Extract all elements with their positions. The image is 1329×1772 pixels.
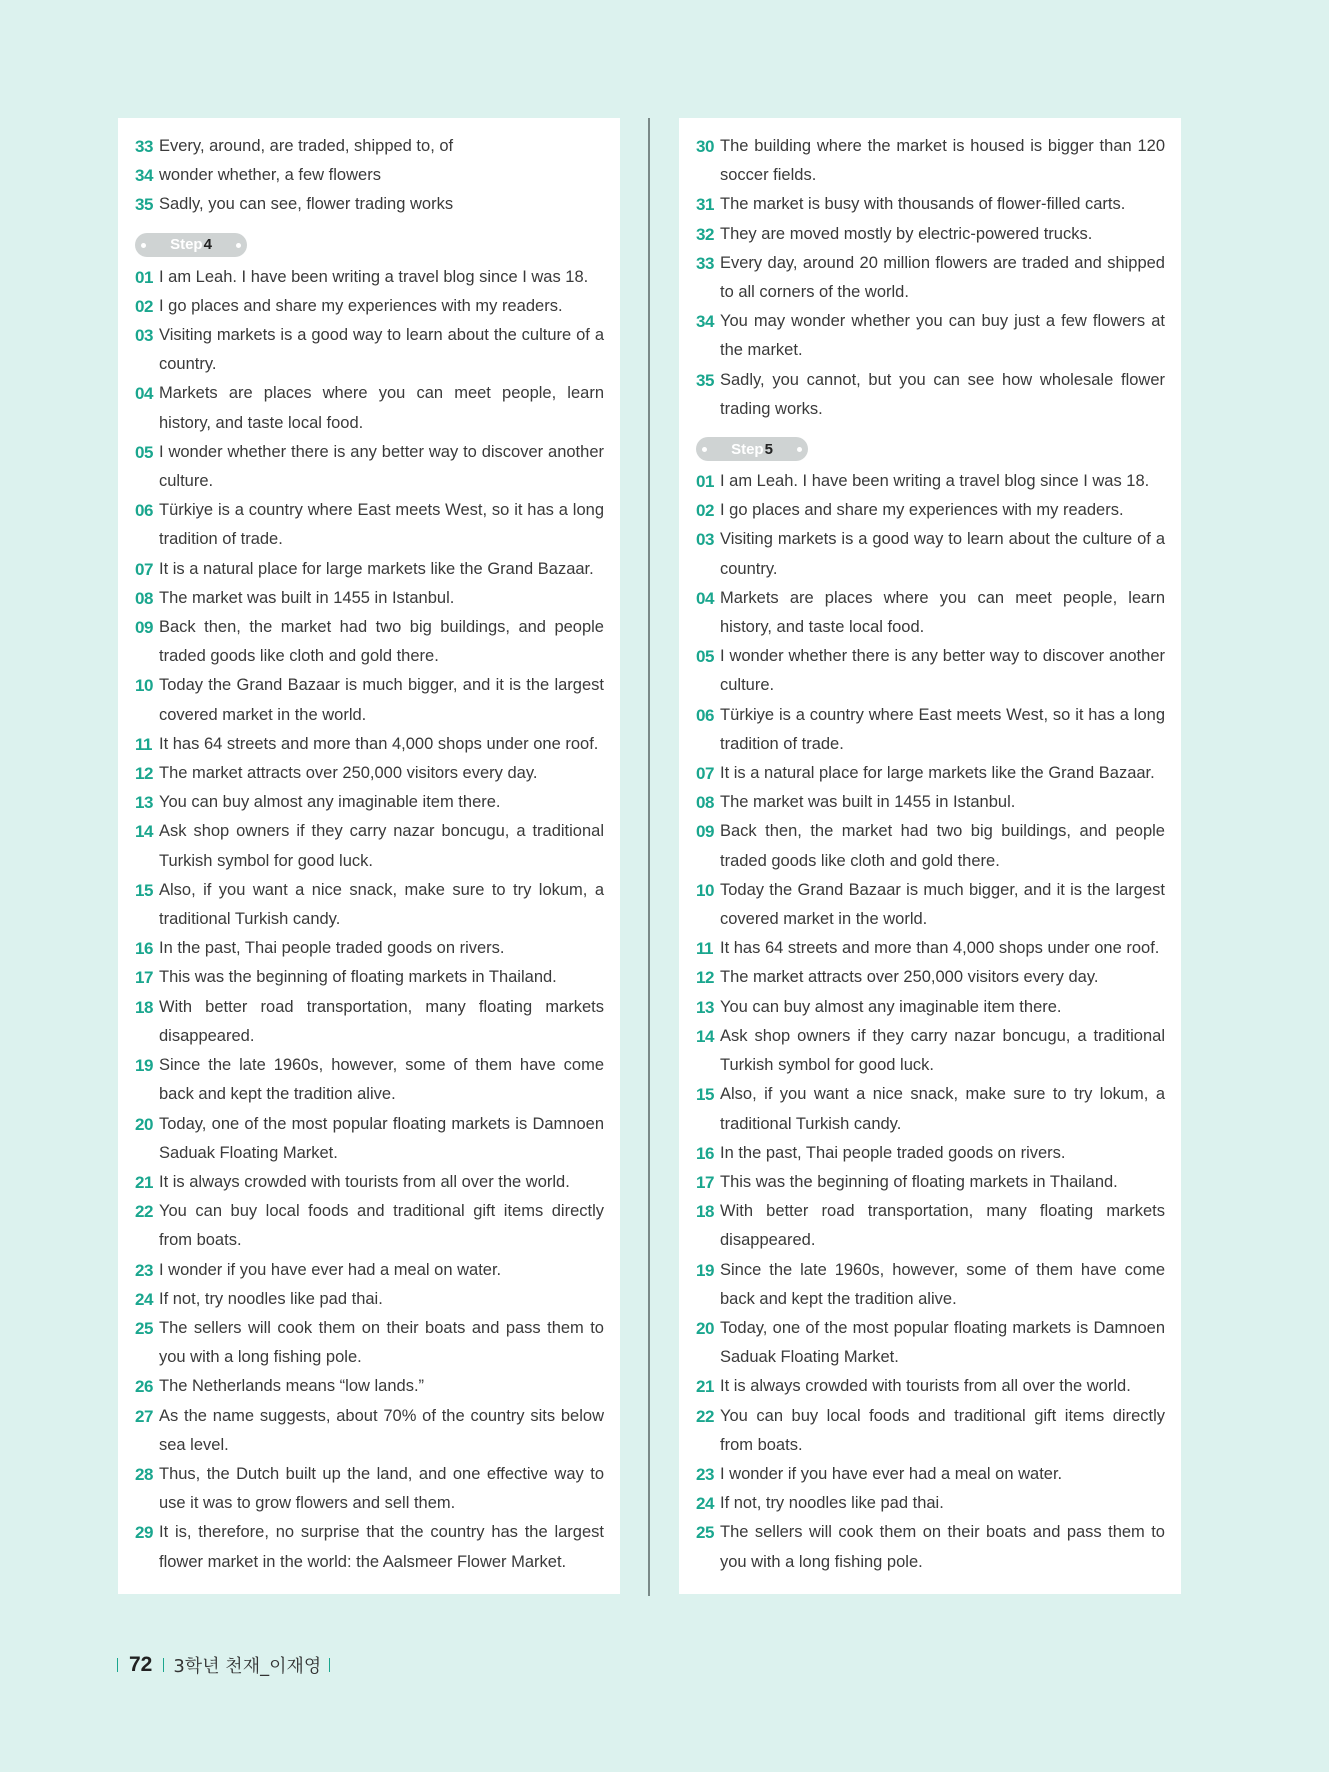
sentence-number: 11 <box>135 734 152 754</box>
sentence-number: 33 <box>696 253 714 273</box>
sentence-number: 01 <box>135 267 153 287</box>
sentence-text: It is a natural place for large markets like the Grand Bazaar. <box>159 559 594 578</box>
sentence-item <box>696 701 1165 759</box>
sentence-item <box>135 263 604 292</box>
sentence-number: 08 <box>696 793 714 813</box>
sentence-number: 15 <box>696 1085 714 1105</box>
sentence-item <box>135 496 604 554</box>
sentence-number: 31 <box>696 195 714 215</box>
sentence-item <box>696 1139 1165 1168</box>
sentence-text: I wonder whether there is any better way to discover another culture. <box>720 647 1165 695</box>
sentence-text: The market attracts over 250,000 visitors every day. <box>720 968 1099 987</box>
sentence-text: I am Leah. I have been writing a travel blog since I was 18. <box>159 267 589 286</box>
sentence-text: The market attracts over 250,000 visitors every day. <box>159 764 538 783</box>
sentence-item <box>135 555 604 584</box>
column-divider <box>648 118 650 1596</box>
sentence-item <box>135 671 604 729</box>
step-5-badge <box>696 437 808 461</box>
sentence-item <box>135 190 604 219</box>
sentence-text: Every, around, are traded, shipped to, of <box>159 137 454 155</box>
footer-divider <box>329 1658 330 1672</box>
sentence-number: 06 <box>135 501 153 521</box>
sentence-item <box>135 1460 604 1518</box>
sentence-text: Today, one of the most popular floating markets is Damnoen Saduak Floating Market. <box>720 1318 1165 1367</box>
sentence-item <box>696 132 1165 190</box>
left-column <box>118 118 620 1594</box>
sentence-text: Also, if you want a nice snack, make sure to try lokum, a traditional Turkish candy. <box>159 880 604 929</box>
sentence-number: 22 <box>696 1406 714 1426</box>
sentence-number: 24 <box>696 1494 714 1514</box>
sentence-text: wonder whether, a few flowers <box>159 166 381 185</box>
sentence-number: 34 <box>135 166 153 186</box>
sentence-item <box>135 438 604 496</box>
sentence-number: 07 <box>135 559 153 579</box>
sentence-item <box>135 1110 604 1168</box>
sentence-number: 16 <box>696 1143 714 1163</box>
sentence-text: You may wonder whether you can buy just a few flowers at the market. <box>720 312 1165 360</box>
sentence-item <box>135 817 604 875</box>
sentence-text: Today the Grand Bazaar is much bigger, and it is the largest covered market in the world. <box>159 676 604 724</box>
left-previous-step-list <box>135 132 604 220</box>
sentence-number: 02 <box>696 501 714 521</box>
sentence-item <box>696 642 1165 700</box>
sentence-number: 27 <box>135 1406 153 1426</box>
sentence-text: They are moved mostly by electric-powered trucks. <box>720 224 1093 243</box>
step-4-sentence-list <box>135 263 604 1577</box>
sentence-number: 25 <box>696 1523 714 1543</box>
sentence-item <box>696 1518 1165 1576</box>
sentence-item <box>135 1197 604 1255</box>
sentence-text: The sellers will cook them on their boats and pass them to you with a long fishing pole. <box>159 1318 604 1367</box>
sentence-number: 21 <box>696 1377 714 1397</box>
sentence-item <box>696 934 1165 963</box>
sentence-number: 04 <box>135 384 153 404</box>
badge-dot-left <box>702 447 707 452</box>
sentence-item <box>696 584 1165 642</box>
sentence-item <box>135 1256 604 1285</box>
sentence-text: You can buy almost any imaginable item there. <box>159 793 501 812</box>
step-5-sentence-list <box>696 467 1165 1577</box>
sentence-text: In the past, Thai people traded goods on rivers. <box>720 1143 1066 1162</box>
sentence-text: The market was built in 1455 in Istanbul. <box>720 793 1016 812</box>
sentence-number: 03 <box>696 530 714 550</box>
sentence-item <box>135 613 604 671</box>
sentence-text: Markets are places where you can meet people, learn history, and taste local food. <box>159 384 604 432</box>
sentence-number: 09 <box>696 822 714 842</box>
sentence-text: This was the beginning of floating markets in Thailand. <box>159 968 557 987</box>
step-label: Step <box>731 440 764 458</box>
sentence-number: 06 <box>696 705 714 725</box>
sentence-text: I wonder whether there is any better way to discover another culture. <box>159 442 604 491</box>
sentence-item <box>135 379 604 437</box>
sentence-number: 24 <box>135 1289 153 1309</box>
sentence-item <box>135 584 604 613</box>
sentence-item <box>696 1460 1165 1489</box>
sentence-text: I go places and share my experiences with my readers. <box>720 501 1124 520</box>
sentence-text: It is a natural place for large markets like the Grand Bazaar. <box>720 764 1155 783</box>
sentence-item <box>135 1314 604 1372</box>
sentence-text: Türkiye is a country where East meets West, so it has a long tradition of trade. <box>159 501 604 549</box>
sentence-item <box>696 467 1165 496</box>
sentence-item <box>135 759 604 788</box>
sentence-number: 23 <box>696 1464 714 1484</box>
sentence-number: 29 <box>135 1523 153 1543</box>
sentence-number: 23 <box>135 1260 153 1280</box>
sentence-text: Also, if you want a nice snack, make sure to try lokum, a traditional Turkish candy. <box>720 1085 1165 1133</box>
step-label: Step <box>170 236 203 254</box>
sentence-number: 09 <box>135 618 153 638</box>
sentence-item <box>135 292 604 321</box>
sentence-number: 12 <box>135 764 153 784</box>
sentence-number: 25 <box>135 1318 153 1338</box>
step-number: 4 <box>203 236 212 254</box>
sentence-text: If not, try noodles like pad thai. <box>159 1289 383 1308</box>
sentence-text: I go places and share my experiences with my readers. <box>159 296 563 315</box>
sentence-number: 17 <box>135 968 153 988</box>
sentence-text: Ask shop owners if they carry nazar boncugu, a traditional Turkish symbol for good luck. <box>159 822 604 870</box>
sentence-item <box>135 730 604 759</box>
sentence-text: Türkiye is a country where East meets West, so it has a long tradition of trade. <box>720 705 1165 753</box>
sentence-text: Today the Grand Bazaar is much bigger, and it is the largest covered market in the world. <box>720 880 1165 929</box>
sentence-number: 05 <box>135 442 153 462</box>
sentence-number: 11 <box>696 939 713 959</box>
sentence-text: As the name suggests, about 70% of the country sits below sea level. <box>159 1406 604 1454</box>
sentence-number: 26 <box>135 1377 153 1397</box>
sentence-item <box>696 1022 1165 1080</box>
sentence-item <box>135 1402 604 1460</box>
sentence-number: 12 <box>696 968 714 988</box>
page-footer <box>117 1652 330 1678</box>
sentence-item <box>135 161 604 190</box>
sentence-number: 18 <box>135 997 153 1017</box>
sentence-item <box>696 1372 1165 1401</box>
sentence-item <box>135 876 604 934</box>
sentence-item <box>135 1051 604 1109</box>
sentence-item <box>135 1285 604 1314</box>
sentence-text: It has 64 streets and more than 4,000 shops under one roof. <box>159 734 599 753</box>
sentence-item <box>135 1372 604 1401</box>
sentence-text: Visiting markets is a good way to learn about the culture of a country. <box>159 326 604 374</box>
sentence-number: 05 <box>696 647 714 667</box>
sentence-item <box>135 1168 604 1197</box>
sentence-number: 13 <box>696 997 714 1017</box>
sentence-text: I wonder if you have ever had a meal on water. <box>720 1464 1063 1483</box>
sentence-number: 16 <box>135 939 153 959</box>
sentence-text: Visiting markets is a good way to learn about the culture of a country. <box>720 530 1165 578</box>
sentence-number: 20 <box>135 1114 153 1134</box>
sentence-text: Sadly, you can see, flower trading works <box>159 195 454 214</box>
sentence-number: 01 <box>696 472 714 492</box>
sentence-number: 10 <box>696 880 714 900</box>
sentence-item <box>696 220 1165 249</box>
sentence-item <box>696 525 1165 583</box>
sentence-text: In the past, Thai people traded goods on rivers. <box>159 939 505 958</box>
sentence-text: You can buy almost any imaginable item there. <box>720 997 1062 1016</box>
sentence-number: 15 <box>135 880 153 900</box>
sentence-number: 35 <box>696 370 714 390</box>
footer-divider <box>117 1658 118 1672</box>
sentence-text: If not, try noodles like pad thai. <box>720 1494 944 1513</box>
sentence-item <box>696 1197 1165 1255</box>
sentence-item <box>135 934 604 963</box>
sentence-number: 14 <box>135 822 153 842</box>
sentence-text: With better road transportation, many floating markets disappeared. <box>159 997 604 1045</box>
sentence-text: Back then, the market had two big buildings, and people traded goods like cloth and gold there. <box>159 618 604 666</box>
sentence-number: 20 <box>696 1318 714 1338</box>
sentence-number: 04 <box>696 588 714 608</box>
sentence-number: 14 <box>696 1026 714 1046</box>
sentence-text: It has 64 streets and more than 4,000 shops under one roof. <box>720 939 1160 958</box>
sentence-number: 22 <box>135 1202 153 1222</box>
sentence-item <box>696 1489 1165 1518</box>
sentence-item <box>696 1080 1165 1138</box>
footer-divider <box>163 1658 164 1672</box>
sentence-text: The sellers will cook them on their boats and pass them to you with a long fishing pole. <box>720 1523 1165 1571</box>
sentence-item <box>135 788 604 817</box>
sentence-text: With better road transportation, many floating markets disappeared. <box>720 1202 1165 1250</box>
sentence-item <box>696 788 1165 817</box>
sentence-text: Thus, the Dutch built up the land, and one effective way to use it was to grow flowers and sell them. <box>159 1464 604 1513</box>
sentence-number: 34 <box>696 312 714 332</box>
sentence-text: The market is busy with thousands of flower-filled carts. <box>720 195 1126 214</box>
sentence-number: 19 <box>696 1260 714 1280</box>
sentence-number: 07 <box>696 764 714 784</box>
sentence-text: Every day, around 20 million flowers are traded and shipped to all corners of the world. <box>720 253 1165 302</box>
sentence-number: 08 <box>135 588 153 608</box>
badge-dot-right <box>236 243 241 248</box>
sentence-number: 33 <box>135 137 153 156</box>
sentence-text: Ask shop owners if they carry nazar boncugu, a traditional Turkish symbol for good luck. <box>720 1026 1165 1075</box>
sentence-item <box>135 321 604 379</box>
right-column <box>679 118 1181 1594</box>
sentence-item <box>696 963 1165 992</box>
sentence-text: Sadly, you cannot, but you can see how wholesale flower trading works. <box>720 370 1165 418</box>
sentence-item <box>135 993 604 1051</box>
sentence-text: You can buy local foods and traditional gift items directly from boats. <box>720 1406 1165 1454</box>
sentence-text: Markets are places where you can meet people, learn history, and taste local food. <box>720 588 1165 637</box>
sentence-item <box>696 876 1165 934</box>
footer-title: 3학년 천재_이재영 <box>173 1656 322 1677</box>
sentence-text: Since the late 1960s, however, some of them have come back and kept the tradition alive. <box>159 1056 604 1104</box>
sentence-number: 13 <box>135 793 153 813</box>
sentence-text: It is, therefore, no surprise that the country has the largest flower market in the world: the Aalsmeer Flower Market. <box>159 1523 604 1571</box>
sentence-text: The Netherlands means “low lands.” <box>159 1377 425 1396</box>
sentence-text: Today, one of the most popular floating markets is Damnoen Saduak Floating Market. <box>159 1114 604 1162</box>
sentence-number: 02 <box>135 296 153 316</box>
sentence-item <box>696 759 1165 788</box>
sentence-text: This was the beginning of floating markets in Thailand. <box>720 1172 1118 1191</box>
sentence-item <box>696 190 1165 219</box>
step-4-badge <box>135 233 247 257</box>
sentence-text: Back then, the market had two big buildings, and people traded goods like cloth and gold there. <box>720 822 1165 870</box>
sentence-item <box>696 496 1165 525</box>
sentence-item <box>696 249 1165 307</box>
sentence-text: I wonder if you have ever had a meal on water. <box>159 1260 502 1279</box>
sentence-item <box>696 1402 1165 1460</box>
sentence-text: The market was built in 1455 in Istanbul. <box>159 588 455 607</box>
sentence-item <box>696 366 1165 424</box>
badge-dot-left <box>141 243 146 248</box>
sentence-number: 32 <box>696 224 714 244</box>
sentence-number: 18 <box>696 1202 714 1222</box>
sentence-item <box>696 307 1165 365</box>
sentence-text: It is always crowded with tourists from all over the world. <box>720 1377 1131 1396</box>
step-number: 5 <box>764 440 773 458</box>
sentence-item <box>696 1256 1165 1314</box>
sentence-item <box>135 132 604 161</box>
sentence-number: 03 <box>135 326 153 346</box>
sentence-text: Since the late 1960s, however, some of them have come back and kept the tradition alive. <box>720 1260 1165 1308</box>
right-previous-step-list <box>696 132 1165 424</box>
sentence-number: 17 <box>696 1172 714 1192</box>
sentence-item <box>696 1168 1165 1197</box>
sentence-number: 19 <box>135 1056 153 1076</box>
sentence-text: I am Leah. I have been writing a travel blog since I was 18. <box>720 472 1150 491</box>
sentence-item <box>135 963 604 992</box>
sentence-text: You can buy local foods and traditional gift items directly from boats. <box>159 1202 604 1250</box>
sentence-number: 10 <box>135 676 153 696</box>
sentence-number: 35 <box>135 195 153 215</box>
sentence-item <box>696 1314 1165 1372</box>
badge-dot-right <box>797 447 802 452</box>
sentence-text: It is always crowded with tourists from all over the world. <box>159 1172 570 1191</box>
sentence-number: 30 <box>696 137 714 156</box>
sentence-text: The building where the market is housed is bigger than 120 soccer fields. <box>720 137 1165 185</box>
sentence-item <box>696 993 1165 1022</box>
sentence-item <box>135 1518 604 1576</box>
page-number: 72 <box>129 1653 153 1676</box>
sentence-number: 21 <box>135 1172 153 1192</box>
sentence-number: 28 <box>135 1464 153 1484</box>
sentence-item <box>696 817 1165 875</box>
